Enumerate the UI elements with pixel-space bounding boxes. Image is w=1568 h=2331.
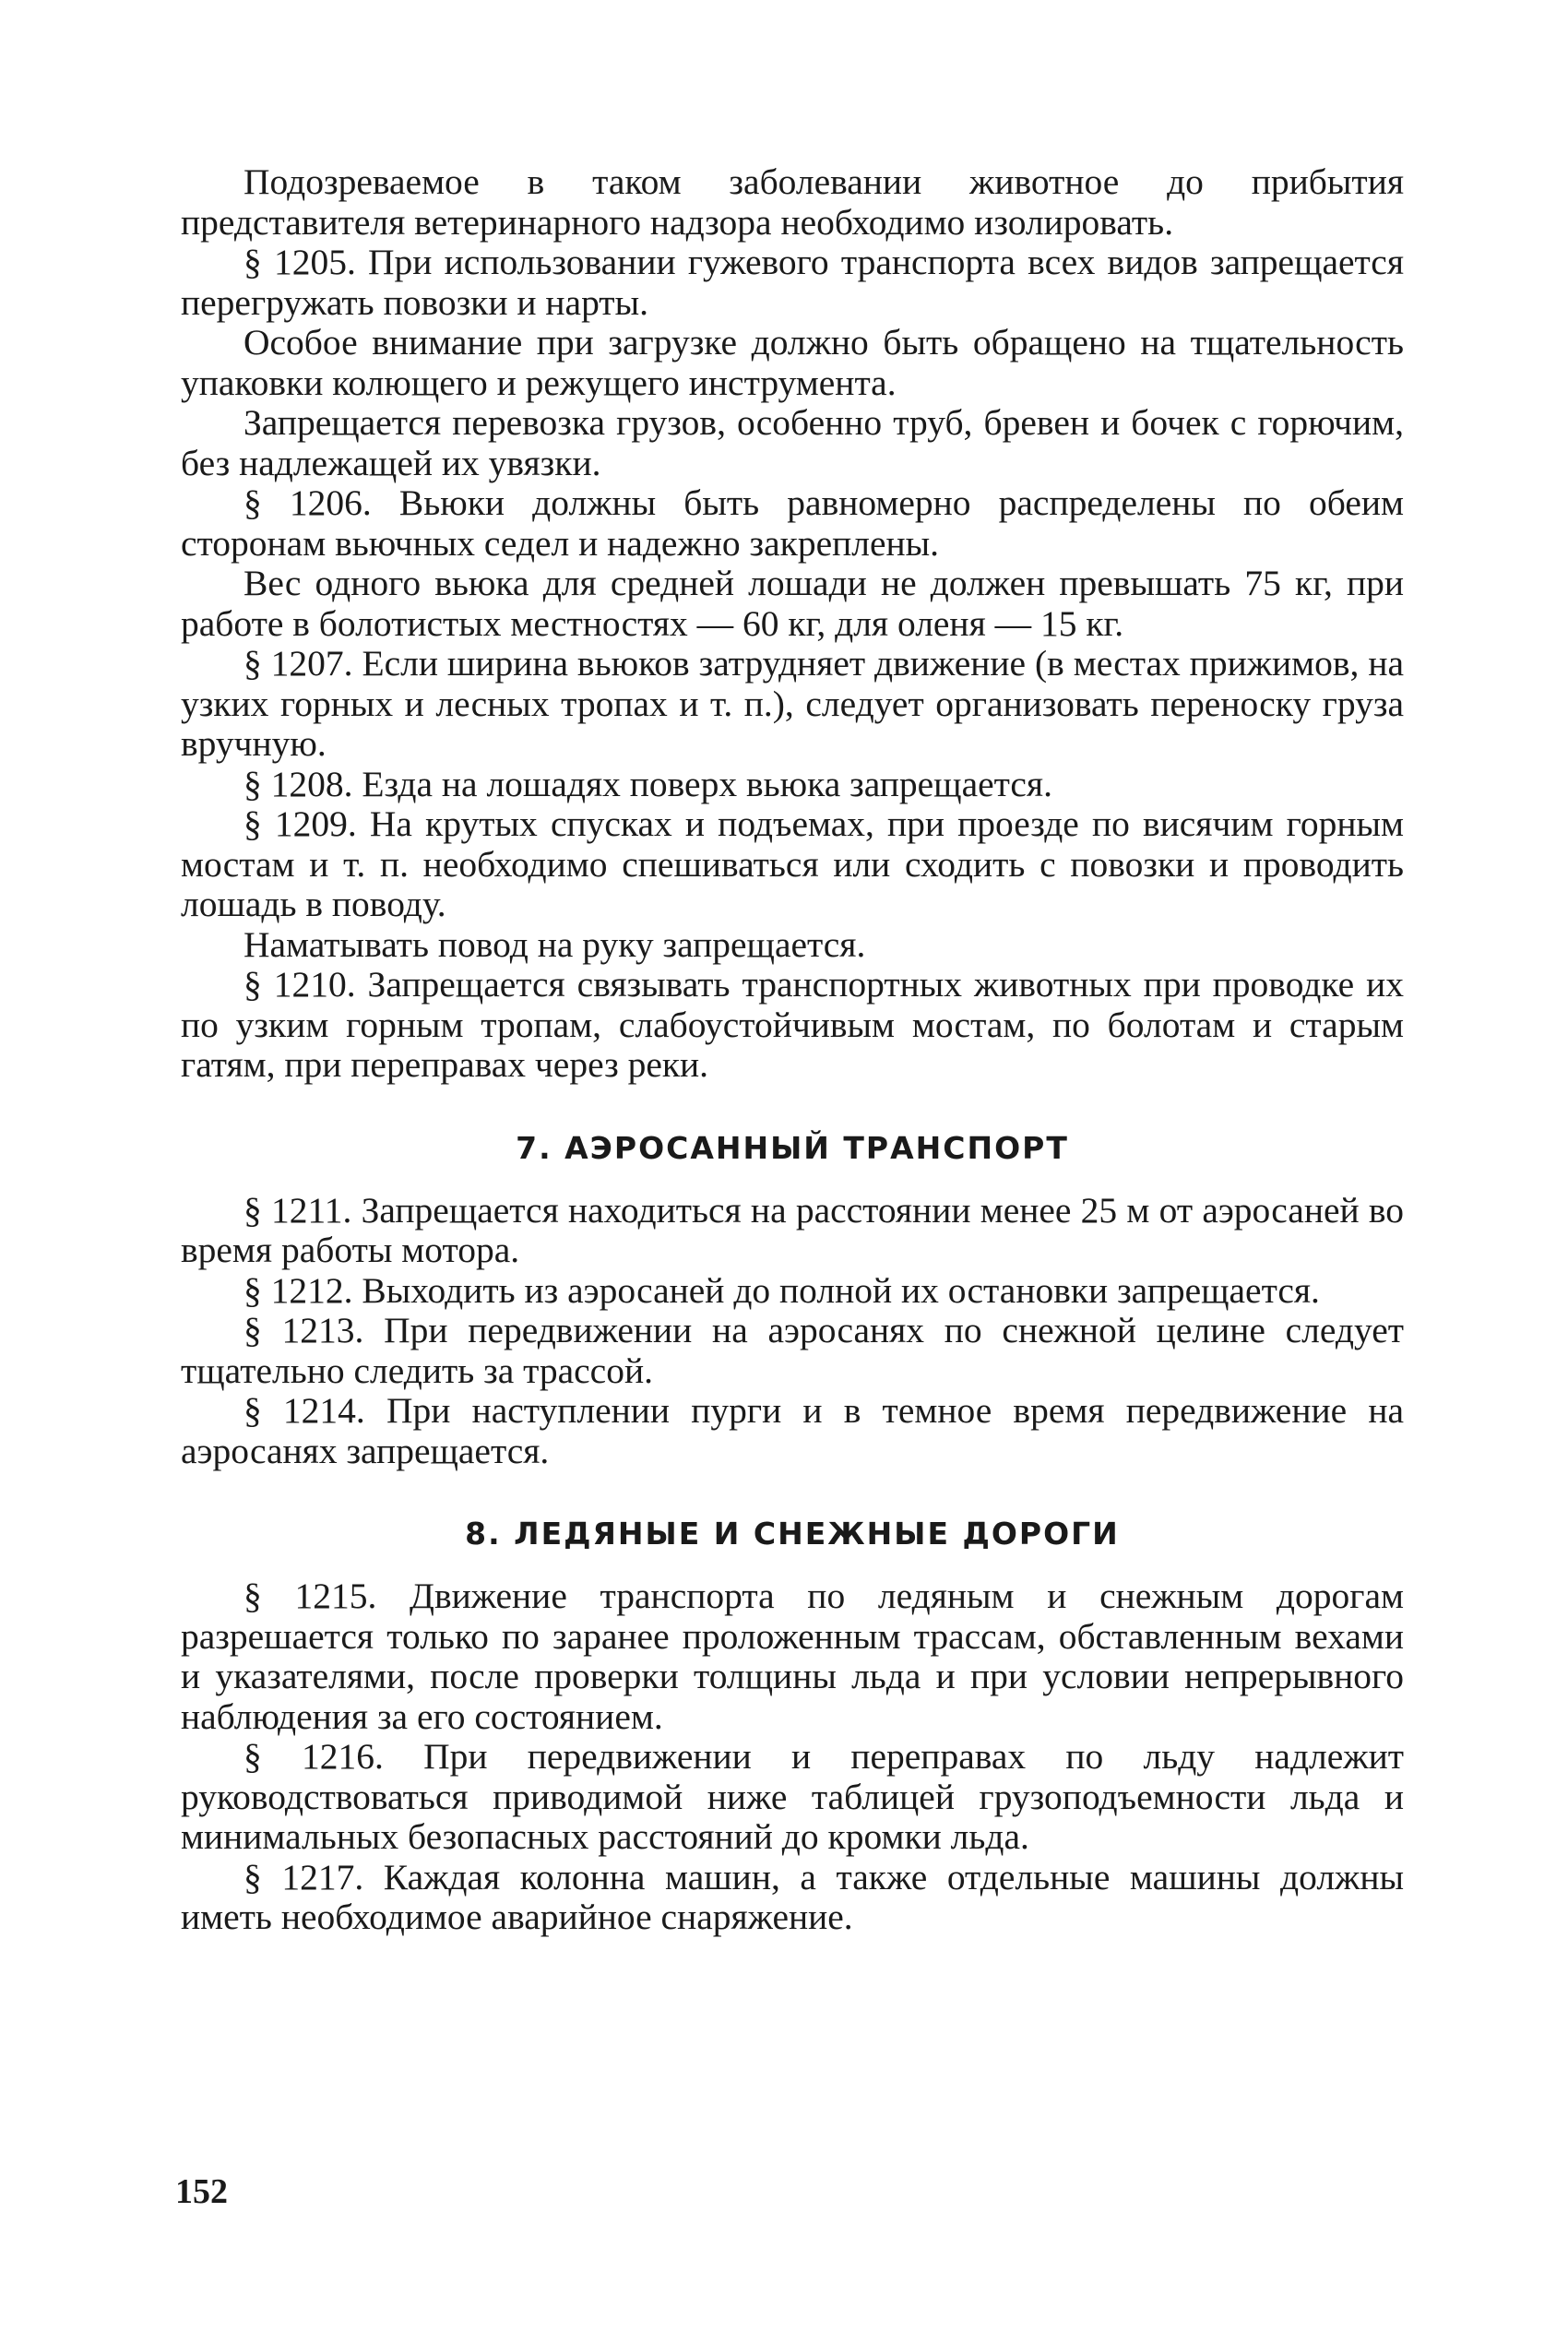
spacer — [181, 1086, 1404, 1128]
paragraph: § 1215. Движение транспорта по ледяным и снежным дорогам разрешается только по заранее проложенным трассам, обставленным вехами и указателями, после проверки толщины льда и при условии непрерывного наблюдения за его состоянием. — [181, 1576, 1404, 1737]
paragraph: § 1211. Запрещается находиться на расстоянии менее 25 м от аэросаней во время работы мотора. — [181, 1189, 1404, 1270]
paragraph: § 1217. Каждая колонна машин, а также отдельные машины должны иметь необходимое аварийное снаряжение. — [181, 1856, 1404, 1937]
paragraph: § 1210. Запрещается связывать транспортных животных при проводке их по узким горным тропам, слабоустойчивым мостам, по болотам и старым гатям, при переправах через реки. — [181, 964, 1404, 1085]
spacer — [181, 1471, 1404, 1514]
paragraph: § 1208. Езда на лошадях поверх вьюка запрещается. — [244, 763, 1052, 804]
body-text — [181, 162, 1404, 1938]
paragraph: Наматывать повод на руку запрещается. — [244, 923, 866, 965]
paragraph: § 1216. При передвижении и переправах по льду надлежит руководствоваться приводимой ниже таблицей грузоподъемности льда и минимальных безопасных расстояний до кромки льда. — [181, 1736, 1404, 1857]
paragraph: Запрещается перевозка грузов, особенно труб, бревен и бочек с горючим, без надлежащей их увязки. — [181, 402, 1404, 483]
paragraph: § 1206. Вьюки должны быть равномерно распределены по обеим сторонам вьючных седел и надежно закреплены. — [181, 482, 1404, 564]
page-number: 152 — [175, 2172, 228, 2211]
paragraph: § 1214. При наступлении пурги и в темное время передвижение на аэросанях запрещается. — [181, 1390, 1404, 1471]
section-heading-8: 8. ЛЕДЯНЫЕ И СНЕЖНЫЕ ДОРОГИ — [465, 1516, 1120, 1552]
paragraph: § 1207. Если ширина вьюков затрудняет движение (в местах прижимов, на узких горных и лесных тропах и т. п.), следует организовать переноску груза вручную. — [181, 643, 1404, 764]
spacer — [181, 1169, 1404, 1191]
spacer — [181, 1554, 1404, 1576]
paragraph: Подозреваемое в таком заболевании животное до прибытия представителя ветеринарного надзора необходимо изолировать. — [181, 161, 1404, 243]
paragraph: § 1205. При использовании гужевого транспорта всех видов запрещается перегружать повозки и нарты. — [181, 242, 1404, 323]
paragraph: § 1213. При передвижении на аэросанях по снежной целине следует тщательно следить за трассой. — [181, 1310, 1404, 1391]
paragraph: Особое внимание при загрузке должно быть обращено на тщательность упаковки колющего и режущего инструмента. — [181, 322, 1404, 403]
paragraph: § 1209. На крутых спусках и подъемах, при проезде по висячим горным мостам и т. п. необходимо спешиваться или сходить с повозки и проводить лошадь в поводу. — [181, 803, 1404, 924]
section-heading-7: 7. АЭРОСАННЫЙ ТРАНСПОРТ — [516, 1129, 1069, 1166]
paragraph: § 1212. Выходить из аэросаней до полной их остановки запрещается. — [244, 1269, 1320, 1311]
paragraph: Вес одного вьюка для средней лошади не должен превышать 75 кг, при работе в болотистых местностях — 60 кг, для оленя — 15 кг. — [181, 563, 1404, 644]
